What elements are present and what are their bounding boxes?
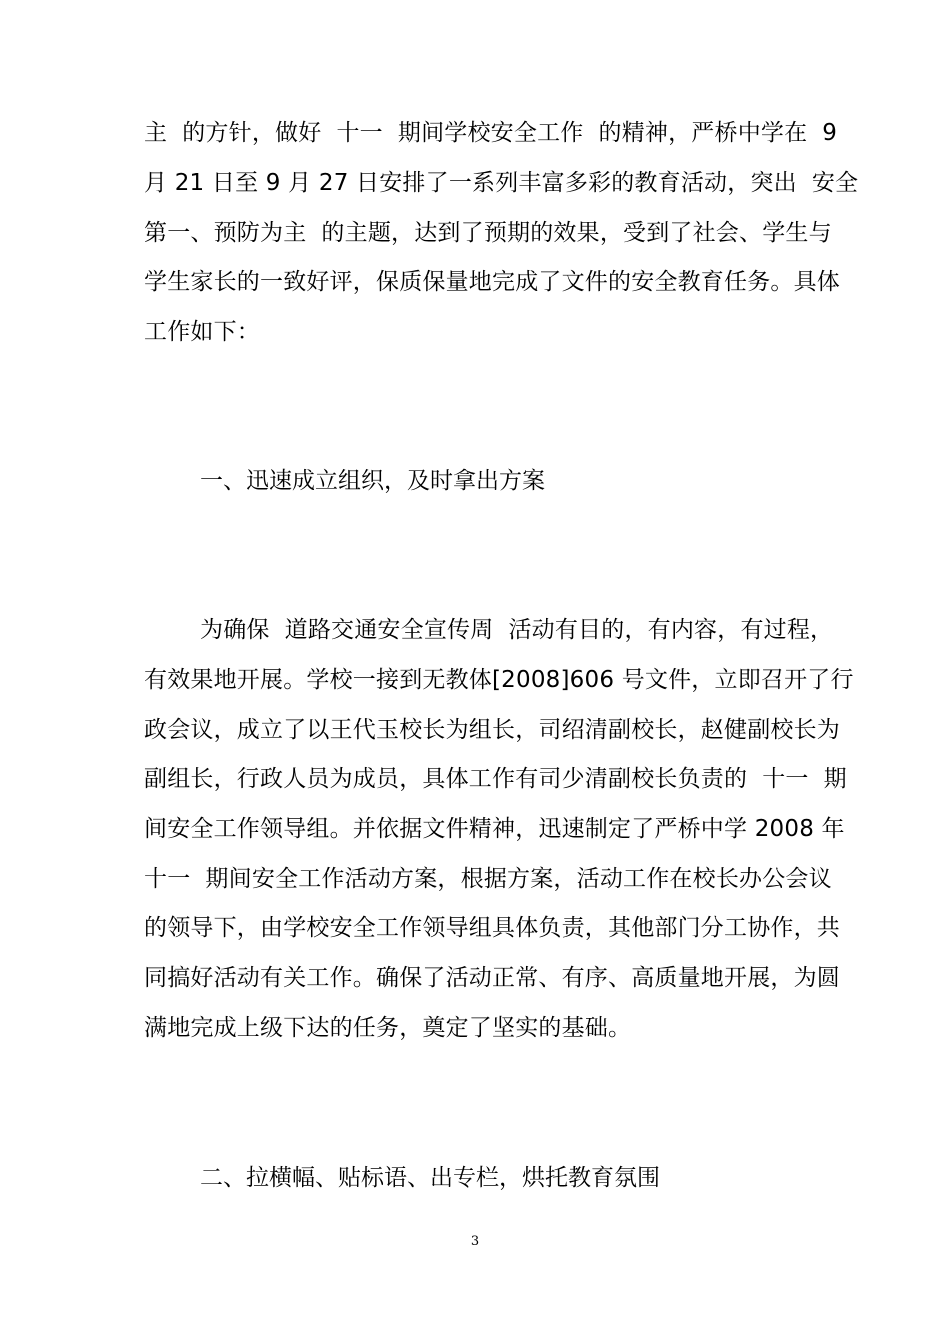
paragraph-intro-line: 第一、预防为主 的主题，达到了预期的效果，受到了社会、学生与 (144, 220, 832, 246)
paragraph-1-line: 同搞好活动有关工作。确保了活动正常、有序、高质量地开展，为圆 (144, 965, 840, 991)
section-heading-1: 一、迅速成立组织，及时拿出方案 (200, 468, 545, 494)
paragraph-1-line: 副组长，行政人员为成员，具体工作有司少清副校长负责的 十一 期 (144, 766, 847, 792)
section-heading-2: 二、拉横幅、贴标语、出专栏，烘托教育氛围 (200, 1165, 660, 1191)
paragraph-1-line: 为确保 道路交通安全宣传周 活动有目的，有内容，有过程， (200, 617, 834, 643)
paragraph-intro-line: 工作如下： (144, 319, 260, 345)
paragraph-1-line: 十一 期间安全工作活动方案，根据方案，活动工作在校长办公会议 (144, 866, 832, 892)
paragraph-1-line: 满地完成上级下达的任务，奠定了坚实的基础。 (144, 1015, 632, 1041)
paragraph-1-line: 的领导下，由学校安全工作领导组具体负责，其他部门分工协作，共 (144, 915, 840, 941)
paragraph-intro-line: 主 的方针，做好 十一 期间学校安全工作 的精神，严桥中学在 9 (144, 120, 838, 146)
page-number: 3 (470, 1234, 480, 1249)
paragraph-intro-line: 学生家长的一致好评，保质保量地完成了文件的安全教育任务。具体 (144, 269, 840, 295)
paragraph-1-line: 政会议，成立了以王代玉校长为组长，司绍清副校长，赵健副校长为 (144, 717, 840, 743)
paragraph-1-line: 有效果地开展。学校一接到无教体[2008]606 号文件，立即召开了行 (144, 667, 854, 693)
paragraph-intro-line: 月 21 日至 9 月 27 日安排了一系列丰富多彩的教育活动，突出 安全 (144, 170, 859, 196)
paragraph-1-line: 间安全工作领导组。并依据文件精神，迅速制定了严桥中学 2008 年 (144, 816, 845, 842)
